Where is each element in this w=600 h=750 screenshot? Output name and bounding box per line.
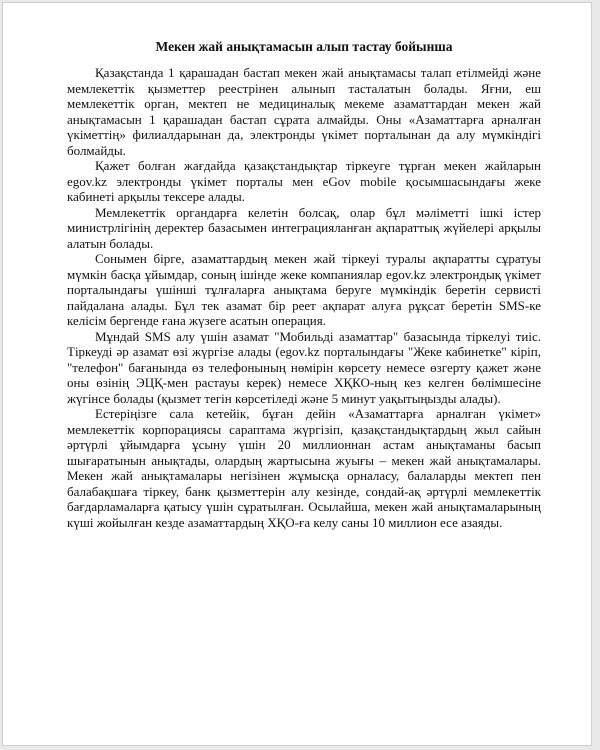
document-page bbox=[2, 2, 592, 746]
document-body bbox=[67, 39, 541, 530]
document-title: Мекен жай анықтамасын алып тастау бойынша bbox=[155, 39, 453, 54]
paragraph-1: Қазақстанда 1 қарашадан бастап мекен жай анықтамасы талап етілмейді және мемлекеттік қызметтер реестрінен алынып тасталатын болады. Яғни, еш мемлекеттік орган, мектеп не медициналық мекеме азаматтардан мекен жай анықтамасын 1 қарашадан бастап сұрата алмайды. Оны «Азаматтарға арналған үкіметтің» филиалдарынан да, электронды үкімет порталынан да алу мүмкіндігі болмайды. bbox=[67, 65, 541, 158]
paragraph-4: Сонымен бірге, азаматтардың мекен жай тіркеуі туралы ақпаратты сұратуы мүмкін басқа ұйымдар, соның ішінде жеке компаниялар egov.kz электрондық үкімет порталындағы үшінші тұлғаларға анықтама беруге мүмкіндік беретін сервисті пайдалана алады. Бұл тек азамат бір реет ақпарат алуға рұқсат беретін SMS-ке келісім бергенде ғана жүзеге асатын операция. bbox=[67, 251, 541, 328]
paragraph-3: Мемлекеттік органдарға келетін болсақ, олар бұл мәліметті ішкі істер министрлігінің деректер базасымен интеграцияланған ақпараттық жүйелері арқылы алатын болады. bbox=[67, 204, 541, 251]
paragraph-2: Қажет болған жағдайда қазақстандықтар тіркеуге тұрған мекен жайларын egov.kz электронды үкімет порталы мен eGov mobile қосымшасындағы жеке кабинеті арқылы тексере алады. bbox=[67, 158, 541, 204]
paragraph-5: Мұндай SMS алу үшін азамат "Мобильді азаматтар" базасында тіркелуі тиіс. Тіркеуді әр азамат өзі жүргізе алады (egov.kz порталындағы "Жеке кабинетке" кіріп, "телефон" бағанында өз телефонының нөмірін көрсету немесе өзгерту қажет және оны өзінің ЭЦҚ-мен растауы керек) немесе ХҚКО-ның кез келген бөлімшесіне жүгінсе болады (қызмет тегін көрсетіледі және 5 минут уақытыңызды алады). bbox=[67, 328, 541, 406]
paragraph-6: Естеріңізге сала кетейік, бұған дейін «Азаматтарға арналған үкімет» мемлекеттік корпорациясы сараптама жүргізіп, қазақстандықтардың жыл сайын әртүрлі ұйымдарға ұсыну үшін 20 миллионнан астам анықтаманы басып шығаратынын анықтады, олардың жартысына жуығы – мекен жай анықтамалары. Мекен жай анықтамалары негізінен жұмысқа орналасу, балаларды мектеп пен балабақшаға тіркеу, банк қызметтерін алу кезінде, сондай-ақ әртүрлі мемлекеттік бағдарламаларға қатысу үшін сұратылған. Осылайша, мекен жай анықтамаларының күші жойылған кезде азаматтардың ХҚО-ға келу саны 10 миллион есе азаяды. bbox=[67, 406, 541, 530]
